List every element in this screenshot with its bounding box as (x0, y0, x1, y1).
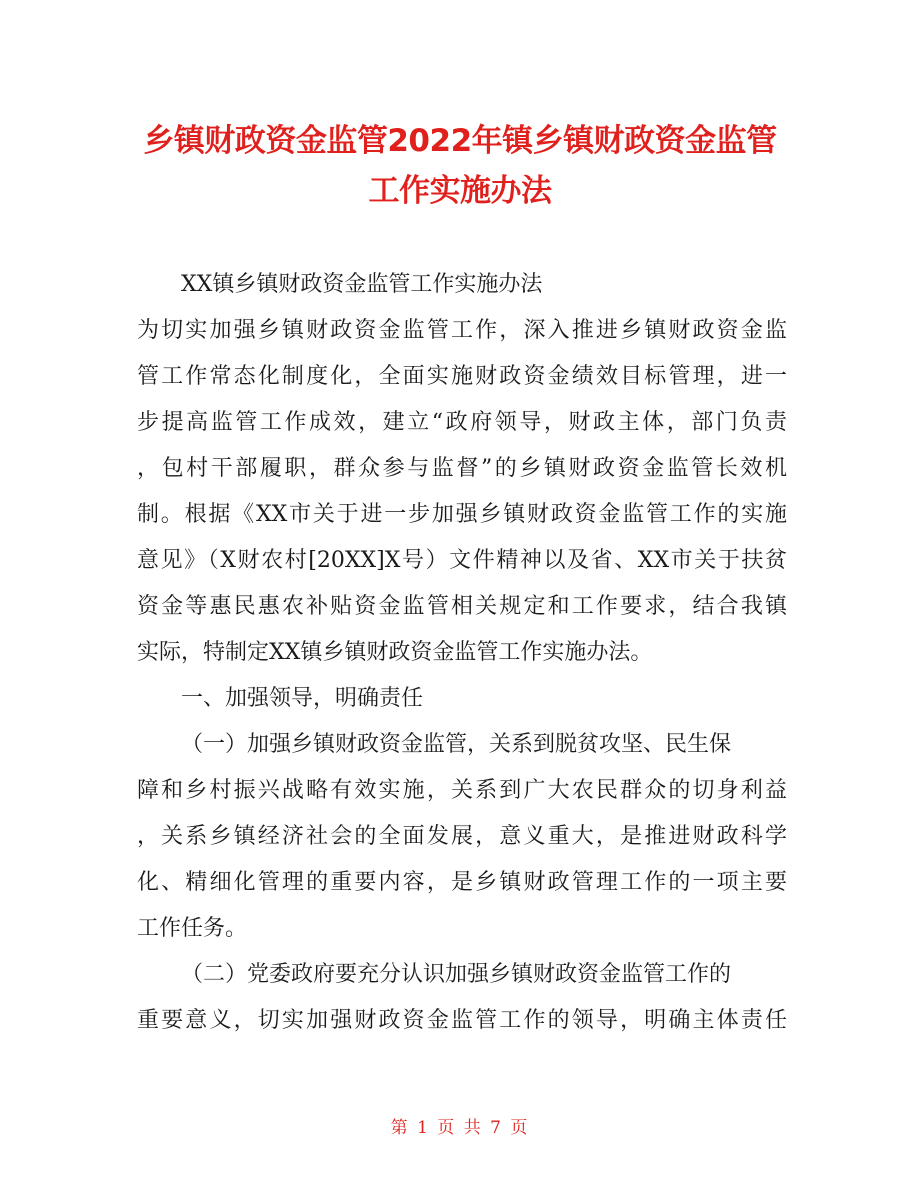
paragraph-line: 资金等惠民惠农补贴资金监管相关规定和工作要求，结合我镇 (137, 594, 787, 619)
section-heading: 一、加强领导，明确责任 (181, 686, 424, 711)
subtitle-line: XX镇乡镇财政资金监管工作实施办法 (181, 272, 543, 297)
paragraph-line: 化、精细化管理的重要内容，是乡镇财政管理工作的一项主要 (137, 870, 787, 895)
paragraph-line: 制。根据《XX市关于进一步加强乡镇财政资金监管工作的实施 (137, 502, 787, 527)
paragraph-line: （一）加强乡镇财政资金监管，关系到脱贫攻坚、民生保 (181, 732, 732, 757)
paragraph-line: 重要意义，切实加强财政资金监管工作的领导，明确主体责任 (137, 1008, 787, 1033)
title-line-1: 乡镇财政资金监管2022年镇乡镇财政资金监管 (143, 123, 777, 159)
document-body (137, 262, 787, 1044)
document-title (120, 116, 800, 216)
paragraph-line: 为切实加强乡镇财政资金监管工作，深入推进乡镇财政资金监 (137, 318, 787, 343)
paragraph-line: （二）党委政府要充分认识加强乡镇财政资金监管工作的 (181, 962, 732, 987)
paragraph-line: 障和乡村振兴战略有效实施，关系到广大农民群众的切身利益 (137, 778, 787, 803)
paragraph-line: 实际，特制定XX镇乡镇财政资金监管工作实施办法。 (137, 640, 653, 665)
paragraph-line: 管工作常态化制度化，全面实施财政资金绩效目标管理，进一 (137, 364, 787, 389)
paragraph-line: ，关系乡镇经济社会的全面发展，意义重大，是推进财政科学 (137, 824, 787, 849)
paragraph-line: 步提高监管工作成效，建立“政府领导，财政主体，部门负责 (137, 410, 787, 435)
title-line-2: 工作实施办法 (368, 173, 552, 209)
paragraph-line: 工作任务。 (137, 916, 248, 941)
paragraph-line: 意见》（X财农村[20XX]X号）文件精神以及省、XX市关于扶贫 (137, 548, 787, 573)
paragraph-line: ，包村干部履职，群众参与监督”的乡镇财政资金监管长效机 (137, 456, 787, 481)
page-footer: 第 1 页 共 7 页 (390, 1118, 530, 1138)
